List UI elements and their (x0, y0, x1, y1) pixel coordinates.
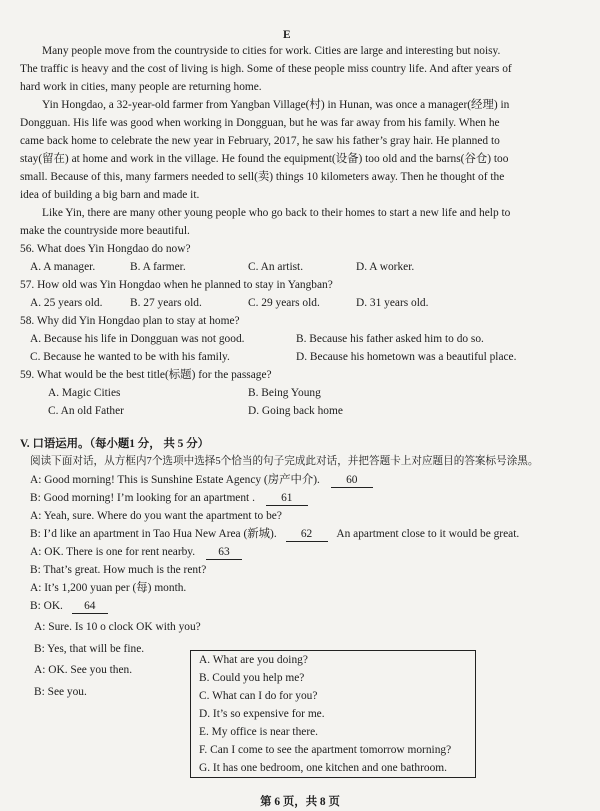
option-c[interactable]: C. 29 years old. (248, 297, 320, 309)
option-b[interactable]: B. A farmer. (130, 261, 186, 273)
dialogue-text: A: OK. There is one for rent nearby. (30, 546, 196, 558)
option-b[interactable]: B. 27 years old. (130, 297, 202, 309)
section-heading: V. 口语运用。（每小题1 分， 共 5 分） (20, 438, 210, 450)
box-option-f[interactable]: F. Can I come to see the apartment tomorrow morning? (199, 744, 452, 756)
dialogue-line (30, 527, 519, 542)
dialogue-line: A: Yeah, sure. Where do you want the apartment to be? (30, 510, 282, 522)
dialogue-text: B: OK. (30, 600, 63, 612)
dialogue-text-after: An apartment close to it would be great. (336, 528, 520, 540)
box-option-b[interactable]: B. Could you help me? (199, 672, 305, 684)
option-d[interactable]: D. Because his hometown was a beautiful place. (296, 351, 517, 363)
section-letter: E (283, 29, 291, 41)
option-a[interactable]: A. Magic Cities (48, 387, 121, 399)
dialogue-line: B: Yes, that will be fine. (34, 643, 145, 655)
option-c[interactable]: C. An artist. (248, 261, 304, 273)
dialogue-line (30, 599, 108, 614)
section-instruction: 阅读下面对话，从方框内7个选项中选择5个恰当的句子完成此对话，并把答题卡上对应题目的答案标号涂黑。 (30, 456, 539, 467)
box-option-c[interactable]: C. What can I do for you? (199, 690, 318, 702)
options-59-row2 (48, 404, 588, 418)
dialogue-line: B: That’s great. How much is the rent? (30, 564, 207, 576)
answer-blank-60[interactable]: 60 (331, 473, 373, 488)
passage-line: The traffic is heavy and the cost of living is high. Some of these people miss country life. And after years of (20, 63, 512, 75)
option-c[interactable]: C. Because he wanted to be with his family. (30, 351, 230, 363)
options-56 (30, 260, 590, 274)
question-56: 56. What does Yin Hongdao do now? (20, 243, 191, 255)
passage-line: Yin Hongdao, a 32-year-old farmer from Yangban Village(村) in Hunan, was once a manager(经理) in (42, 99, 510, 111)
dialogue-line (30, 473, 373, 488)
option-b[interactable]: B. Because his father asked him to do so. (296, 333, 484, 345)
dialogue-text: B: Good morning! I’m looking for an apartment . (30, 492, 255, 504)
answer-blank-63[interactable]: 63 (206, 545, 242, 560)
dialogue-line: A: Sure. Is 10 o clock OK with you? (34, 621, 201, 633)
dialogue-line: B: See you. (34, 686, 87, 698)
dialogue-line (30, 545, 242, 560)
passage-line: hard work in cities, many people are returning home. (20, 81, 262, 93)
passage-line: Dongguan. His life was good when working in Dongguan, but he was far away from his family. When he (20, 117, 500, 129)
answer-blank-61[interactable]: 61 (266, 491, 308, 506)
question-57: 57. How old was Yin Hongdao when he planned to stay in Yangban? (20, 279, 333, 291)
option-d[interactable]: D. 31 years old. (356, 297, 429, 309)
page-footer: 第 6 页，共 8 页 (260, 796, 340, 808)
passage-line: idea of building a big barn and made it. (20, 189, 200, 201)
dialogue-text: B: I’d like an apartment in Tao Hua New Area (新城). (30, 528, 277, 540)
passage-line: came back home to celebrate the new year in February, 2017, he saw his father’s gray hair. He planned to (20, 135, 500, 147)
options-57 (30, 296, 590, 310)
option-a[interactable]: A. A manager. (30, 261, 96, 273)
question-59: 59. What would be the best title(标题) for the passage? (20, 369, 272, 381)
dialogue-line (30, 491, 308, 506)
options-58-row1 (30, 332, 590, 346)
dialogue-text: A: Good morning! This is Sunshine Estate Agency (房产中介). (30, 474, 320, 486)
passage-line: make the countryside more beautiful. (20, 225, 190, 237)
option-d[interactable]: D. Going back home (248, 405, 343, 417)
answer-blank-64[interactable]: 64 (72, 599, 108, 614)
option-a[interactable]: A. 25 years old. (30, 297, 103, 309)
option-c[interactable]: C. An old Father (48, 405, 124, 417)
dialogue-line: A: It’s 1,200 yuan per (每) month. (30, 582, 187, 594)
box-option-d[interactable]: D. It’s so expensive for me. (199, 708, 325, 720)
options-box (190, 650, 476, 778)
answer-blank-62[interactable]: 62 (286, 527, 328, 542)
question-58: 58. Why did Yin Hongdao plan to stay at home? (20, 315, 240, 327)
option-b[interactable]: B. Being Young (248, 387, 321, 399)
box-option-g[interactable]: G. It has one bedroom, one kitchen and one bathroom. (199, 762, 447, 774)
dialogue-line: A: OK. See you then. (34, 664, 133, 676)
passage-line: small. Because of this, many farmers needed to sell(卖) things 10 kilometers away. Then he thought of the (20, 171, 505, 183)
options-58-row2 (30, 350, 590, 364)
option-d[interactable]: D. A worker. (356, 261, 415, 273)
box-option-a[interactable]: A. What are you doing? (199, 654, 308, 666)
passage-line: stay(留在) at home and work in the village. He found the equipment(设备) too old and the barns(谷仓) too (20, 153, 509, 165)
options-59-row1 (48, 386, 588, 400)
passage-line: Many people move from the countryside to cities for work. Cities are large and interesting but noisy. (42, 45, 501, 57)
option-a[interactable]: A. Because his life in Dongguan was not good. (30, 333, 245, 345)
box-option-e[interactable]: E. My office is near there. (199, 726, 319, 738)
passage-line: Like Yin, there are many other young people who go back to their homes to start a new life and help to (42, 207, 511, 219)
